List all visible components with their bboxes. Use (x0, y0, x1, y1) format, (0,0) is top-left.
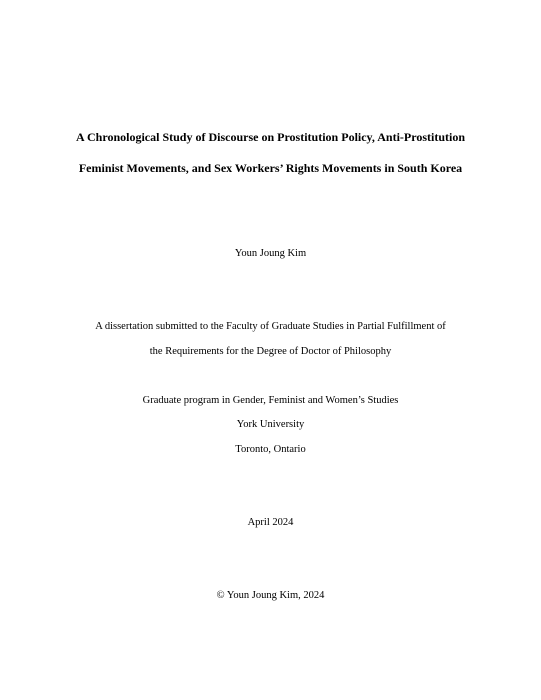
university-location: Toronto, Ontario (235, 444, 306, 455)
submission-statement-line-1: A dissertation submitted to the Faculty of Graduate Studies in Partial Fulfillment of (95, 321, 446, 332)
university-name: York University (236, 419, 305, 430)
dissertation-title-line-1: A Chronological Study of Discourse on Prostitution Policy, Anti-Prostitution (75, 130, 466, 144)
copyright-notice: © Youn Joung Kim, 2024 (216, 590, 325, 601)
submission-date: April 2024 (247, 517, 294, 528)
author-name: Youn Joung Kim (234, 248, 307, 259)
dissertation-title-line-2: Feminist Movements, and Sex Workers’ Rights Movements in South Korea (78, 161, 463, 175)
submission-statement-line-2: the Requirements for the Degree of Doctor of Philosophy (149, 346, 392, 357)
graduate-program: Graduate program in Gender, Feminist and Women’s Studies (142, 395, 399, 406)
